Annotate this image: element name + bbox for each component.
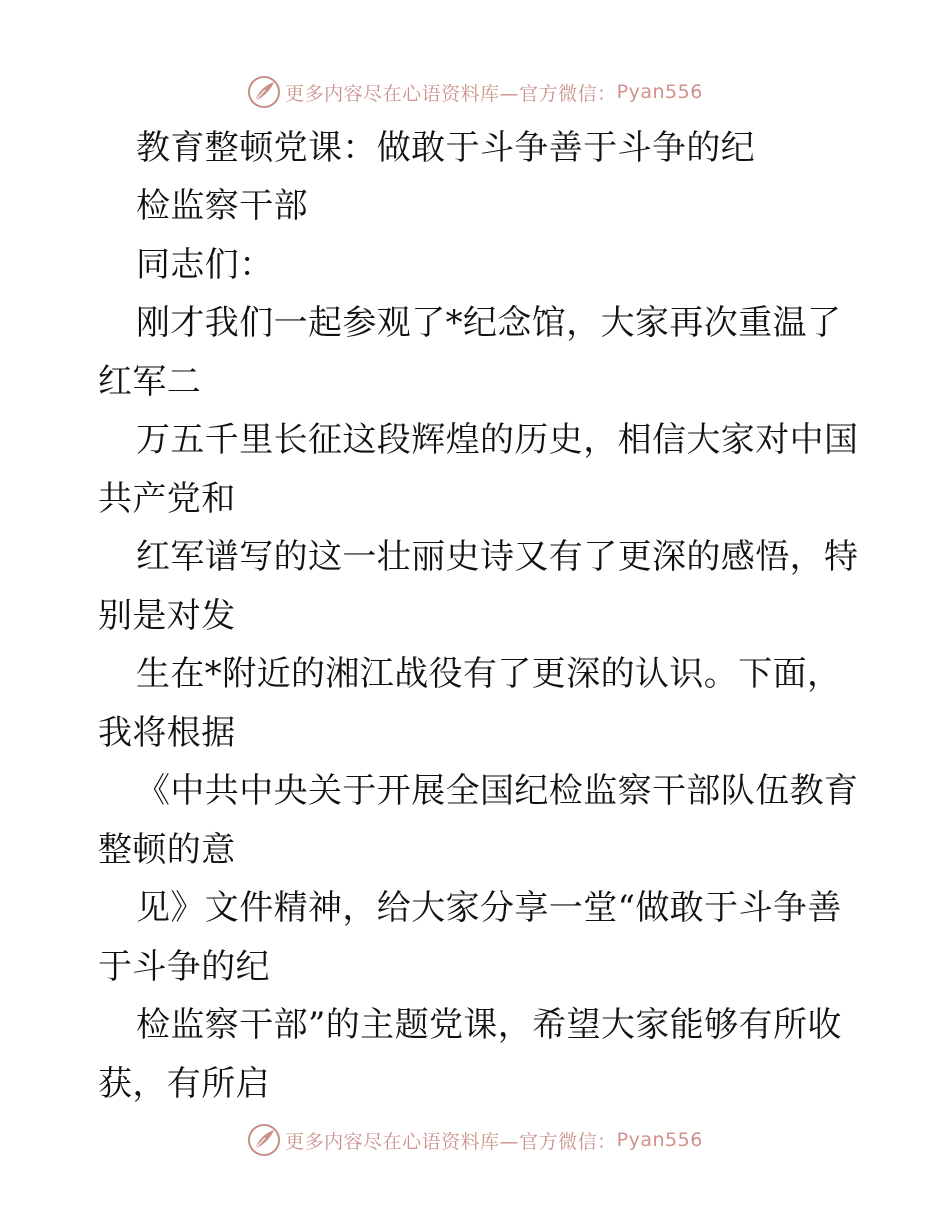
paragraph-line: 见》文件精神，给大家分享一堂“做敢于斗争善 [136,888,842,928]
paragraph-line: 红军二 [98,362,202,402]
paragraph-line: 生在*附近的湘江战役有了更深的认识。下面， [136,654,842,694]
feather-pen-logo-icon [247,1123,281,1157]
paragraph-line: 共产党和 [98,479,236,519]
paragraph-line: 于斗争的纪 [98,947,270,987]
watermark-text: 更多内容尽在心语资料库—官方微信： [285,82,617,105]
paragraph-line: 别是对发 [98,596,236,636]
document-title-line-2: 检监察干部 [136,186,308,226]
watermark-wechat-id: Pyan556 [616,81,703,103]
watermark-wechat-id: Pyan556 [616,1129,703,1151]
paragraph-line: 万五千里长征这段辉煌的历史，相信大家对中国 [136,420,859,460]
watermark-footer [0,1120,950,1160]
watermark-text: 更多内容尽在心语资料库—官方微信： [285,1130,617,1153]
greeting: 同志们： [136,245,274,285]
feather-pen-logo-icon [247,75,281,109]
paragraph-line: 获，有所启 [98,1064,270,1104]
paragraph-line: 检监察干部”的主题党课，希望大家能够有所收 [136,1005,842,1045]
paragraph-line: 整顿的意 [98,830,236,870]
paragraph-line: 刚才我们一起参观了*纪念馆，大家再次重温了 [136,303,842,343]
paragraph-line: 红军谱写的这一壮丽史诗又有了更深的感悟，特 [136,537,859,577]
document-title-line-1: 教育整顿党课：做敢于斗争善于斗争的纪 [136,128,756,168]
paragraph-line: 我将根据 [98,713,236,753]
paragraph-line: 《中共中央关于开展全国纪检监察干部队伍教育 [136,771,859,811]
watermark-header [0,72,950,112]
